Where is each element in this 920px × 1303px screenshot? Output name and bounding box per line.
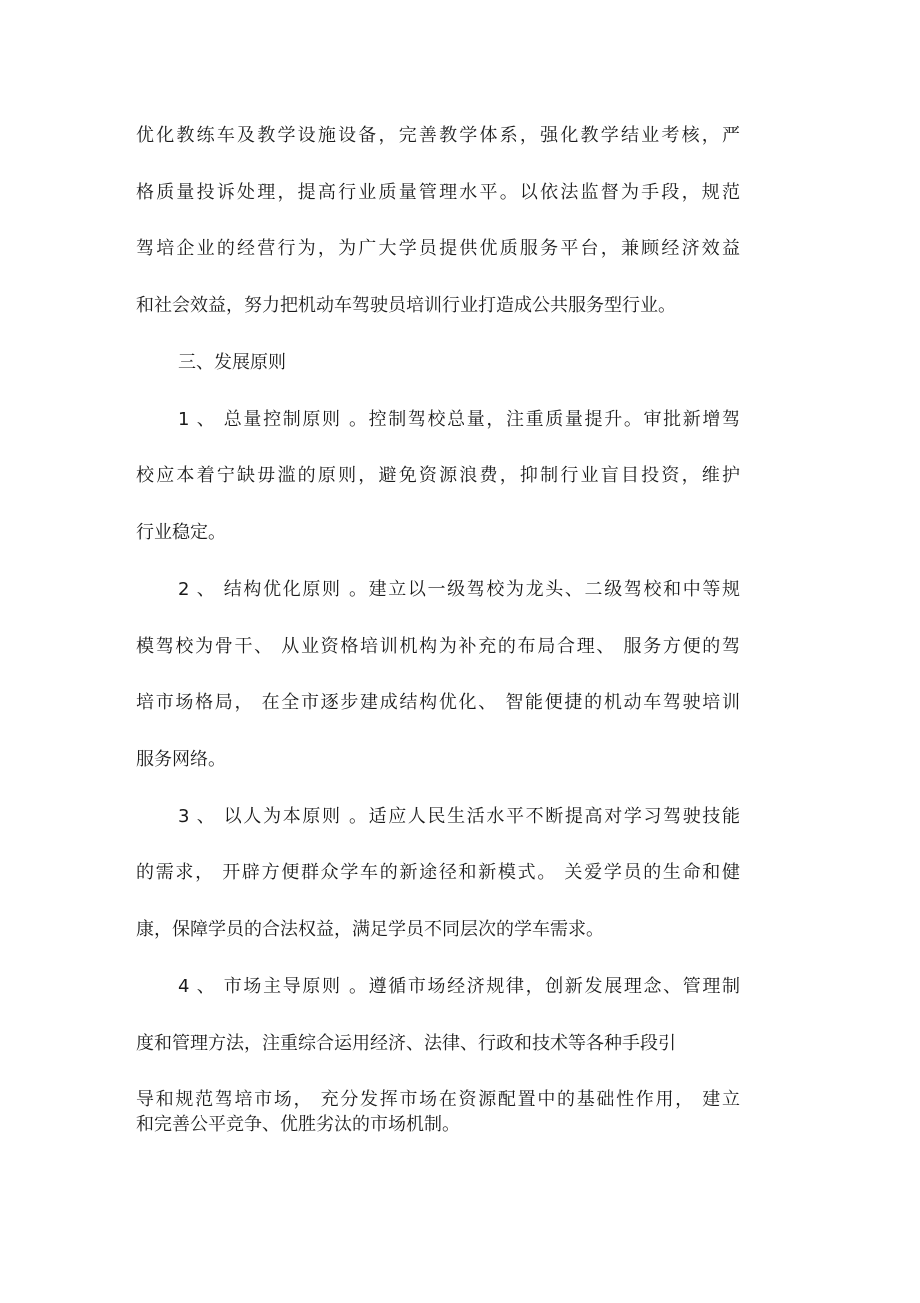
principle-line: 和完善公平竞争、优胜劣汰的市场机制。	[136, 1114, 460, 1135]
principle-line: 3 、 以人为本原则 。适应人民生活水平不断提高对学习驾驶技能	[178, 806, 740, 827]
principle-line: 培市场格局， 在全市逐步建成结构优化、 智能便捷的机动车驾驶培训	[136, 692, 740, 713]
principle-line: 度和管理方法，注重综合运用经济、法律、行政和技术等各种手段引	[136, 1033, 676, 1054]
principle-line: 模驾校为骨干、 从业资格培训机构为补充的布局合理、 服务方便的驾	[136, 636, 740, 657]
paragraph-line: 和社会效益，努力把机动车驾驶员培训行业打造成公共服务型行业。	[136, 295, 676, 316]
section-heading: 三、发展原则	[178, 352, 286, 373]
paragraph-line: 格质量投诉处理，提高行业质量管理水平。以依法监督为手段，规范	[136, 182, 740, 203]
principle-line: 校应本着宁缺毋滥的原则，避免资源浪费，抑制行业盲目投资，维护	[136, 465, 740, 486]
paragraph-line: 驾培企业的经营行为，为广大学员提供优质服务平台，兼顾经济效益	[136, 238, 740, 259]
principle-line: 的需求， 开辟方便群众学车的新途径和新模式。 关爱学员的生命和健	[136, 862, 740, 883]
principle-line: 导和规范驾培市场， 充分发挥市场在资源配置中的基础性作用， 建立	[136, 1089, 740, 1110]
principle-line: 4 、 市场主导原则 。遵循市场经济规律，创新发展理念、管理制	[178, 976, 740, 997]
principle-line: 1 、 总量控制原则 。控制驾校总量，注重质量提升。审批新增驾	[178, 409, 740, 430]
principle-line: 服务网络。	[136, 749, 226, 770]
principle-line: 行业稳定。	[136, 522, 226, 543]
principle-line: 2 、 结构优化原则 。建立以一级驾校为龙头、二级驾校和中等规	[178, 579, 740, 600]
paragraph-line: 优化教练车及教学设施设备，完善教学体系，强化教学结业考核，严	[136, 125, 740, 146]
principle-line: 康，保障学员的合法权益，满足学员不同层次的学车需求。	[136, 919, 604, 940]
